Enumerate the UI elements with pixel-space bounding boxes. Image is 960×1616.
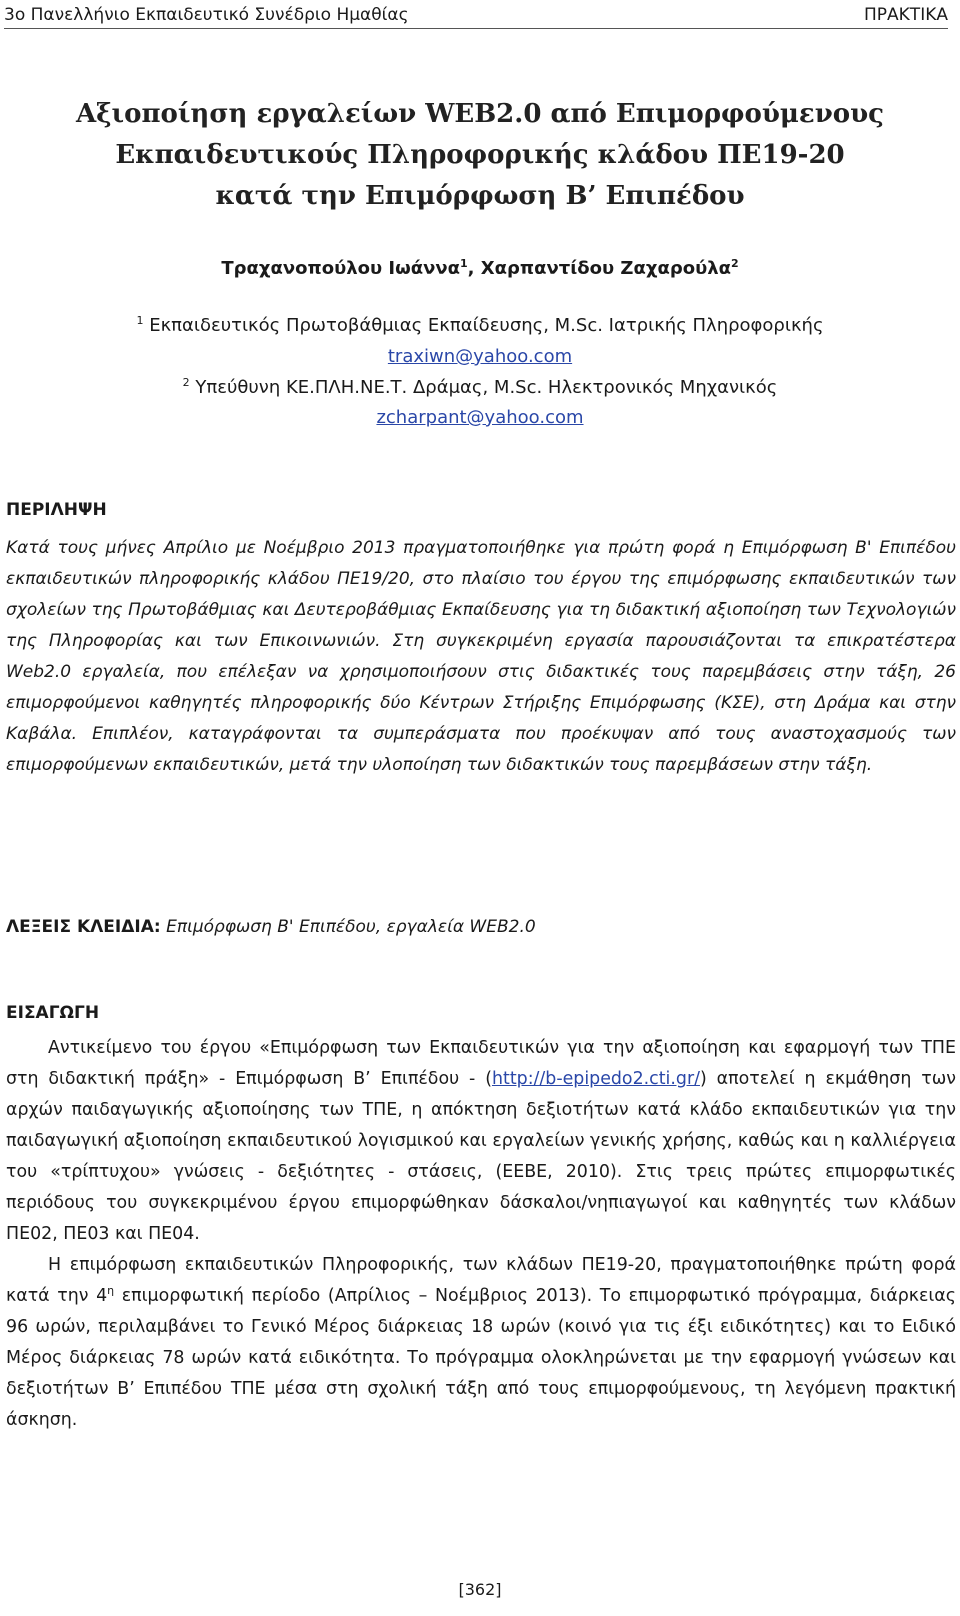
author-separator: ,: [467, 258, 481, 279]
author-name: Χαρπαντίδου Ζαχαρούλα: [480, 258, 731, 279]
authors-line: [0, 257, 960, 281]
proceedings-label: ΠΡΑΚΤΙΚΑ: [864, 5, 948, 25]
keywords-line: [6, 916, 536, 938]
introduction-heading: ΕΙΣΑΓΩΓΗ: [6, 1003, 100, 1023]
affiliation-1-email-row: [0, 345, 960, 369]
introduction-body: [6, 1033, 956, 1436]
title-line: κατά την Επιμόρφωση Β’ Επιπέδου: [215, 181, 745, 211]
project-link[interactable]: http://b-epipedo2.cti.gr/: [492, 1069, 700, 1089]
paragraph: [6, 1033, 956, 1250]
ordinal-sup: η: [107, 1284, 115, 1298]
author-sup: 2: [731, 257, 739, 270]
affiliation-2-email-row: [0, 406, 960, 430]
paragraph: [6, 1250, 956, 1436]
conference-name: 3ο Πανελλήνιο Εκπαιδευτικό Συνέδριο Ημαθίας: [4, 5, 409, 25]
email-link[interactable]: traxiwn@yahoo.com: [387, 346, 573, 367]
running-header: [4, 2, 948, 29]
author-sup: 1: [460, 257, 468, 270]
paper-title: [0, 94, 960, 217]
paragraph-text: επιμορφωτική περίοδο (Απρίλιος – Νοέμβριος 2013). Το επιμορφωτικό πρόγραμμα, διάρκειας 96 ωρών, περιλαμβάνει το Γενικό Μέρος διάρκειας 18 ωρών (κοινό για τις έξι ειδικότητες) και το Ειδικό Μέρος διάρκειας 78 ωρών κατά ειδικότητα. Το πρόγραμμα ολοκληρώνεται με την εφαρμογή γνώσεων και δεξιοτήτων Β’ Επιπέδου ΤΠΕ μέσα στη σχολική τάξη από τους επιμορφούμενους, τη λεγόμενη πρακτική άσκηση.: [6, 1286, 956, 1430]
affiliation-1: [0, 314, 960, 338]
abstract-text: Κατά τους μήνες Απρίλιο με Νοέμβριο 2013 πραγματοποιήθηκε για πρώτη φορά η Επιμόρφωση Β' Επιπέδου εκπαιδευτικών πληροφορικής κλάδου ΠΕ19/20, στο πλαίσιο του έργου της επιμόρφωσης εκπαιδευτικών των σχολείων της Πρωτοβάθμιας και Δευτεροβάθμιας Εκπαίδευσης για τη διδακτική αξιοποίηση των Τεχνολογιών της Πληροφορίας και των Επικοινωνιών. Στη συγκεκριμένη εργασία παρουσιάζονται τα επικρατέστερα Web2.0 εργαλεία, που επέλεξαν να χρησιμοποιήσουν στις διδακτικές τους παρεμβάσεις στην τάξη, 26 επιμορφούμενοι καθηγητές πληροφορικής δύο Κέντρων Στήριξης Επιμόρφωσης (ΚΣΕ), στη Δράμα και στην Καβάλα. Επιπλέον, καταγράφονται τα συμπεράσματα που προέκυψαν από τους αναστοχασμούς των επιμορφούμενων εκπαιδευτικών, μετά την υλοποίηση των διδακτικών τους παρεμβάσεων στην τάξη.: [6, 538, 956, 775]
affiliation-2: [0, 376, 960, 400]
author-name: Τραχανοπούλου Ιωάννα: [221, 258, 461, 279]
affiliation-text: Εκπαιδευτικός Πρωτοβάθμιας Εκπαίδευσης, M.Sc. Ιατρικής Πληροφορικής: [143, 315, 824, 336]
paragraph-text: ) αποτελεί η εκμάθηση των αρχών παιδαγωγικής αξιοποίησης των ΤΠΕ, η απόκτηση δεξιοτήτων κατά κλάδο εκπαιδευτικών για την παιδαγωγική αξιοποίηση εκπαιδευτικού λογισμικού και εργαλείων γενικής χρήσης, καθώς και η καλλιέργεια του «τρίπτυχου» γνώσεις - δεξιότητες - στάσεις, (ΕΕΒΕ, 2010). Στις τρεις πρώτες επιμορφωτικές περιόδους του συγκεκριμένου έργου επιμορφώθηκαν δάσκαλοι/νηπιαγωγοί και καθηγητές των κλάδων ΠΕ02, ΠΕ03 και ΠΕ04.: [6, 1069, 956, 1244]
paragraph-text: Αντικείμενο του έργου «Επιμόρφωση των Εκπαιδευτικών για την αξιοποίηση και εφαρμογή των ΤΠΕ στη διδακτική πράξη» - Επιμόρφωση Β’ Επιπέδου - (: [6, 1038, 956, 1089]
title-line: Αξιοποίηση εργαλείων WEB2.0 από Επιμορφούμενους: [75, 99, 884, 129]
abstract-heading: ΠΕΡΙΛΗΨΗ: [6, 500, 107, 520]
affiliation-sup: 1: [136, 314, 144, 327]
keywords-label: ΛΕΞΕΙΣ ΚΛΕΙΔΙΑ:: [6, 917, 161, 937]
affiliation-text: Υπεύθυνη ΚΕ.ΠΛΗ.ΝΕ.Τ. Δράμας, M.Sc. Ηλεκτρονικός Μηχανικός: [189, 377, 778, 398]
title-line: Εκπαιδευτικούς Πληροφορικής κλάδου ΠΕ19-20: [115, 140, 845, 170]
email-link[interactable]: zcharpant@yahoo.com: [376, 407, 584, 428]
paragraph-text: Η επιμόρφωση εκπαιδευτικών Πληροφορικής, των κλάδων ΠΕ19-20, πραγματοποιήθηκε πρώτη φορά κατά την 4: [6, 1255, 956, 1306]
keywords-text: Επιμόρφωση Β' Επιπέδου, εργαλεία WEB2.0: [160, 917, 536, 937]
page-number: [362]: [458, 1580, 502, 1599]
affiliation-sup: 2: [182, 376, 190, 389]
